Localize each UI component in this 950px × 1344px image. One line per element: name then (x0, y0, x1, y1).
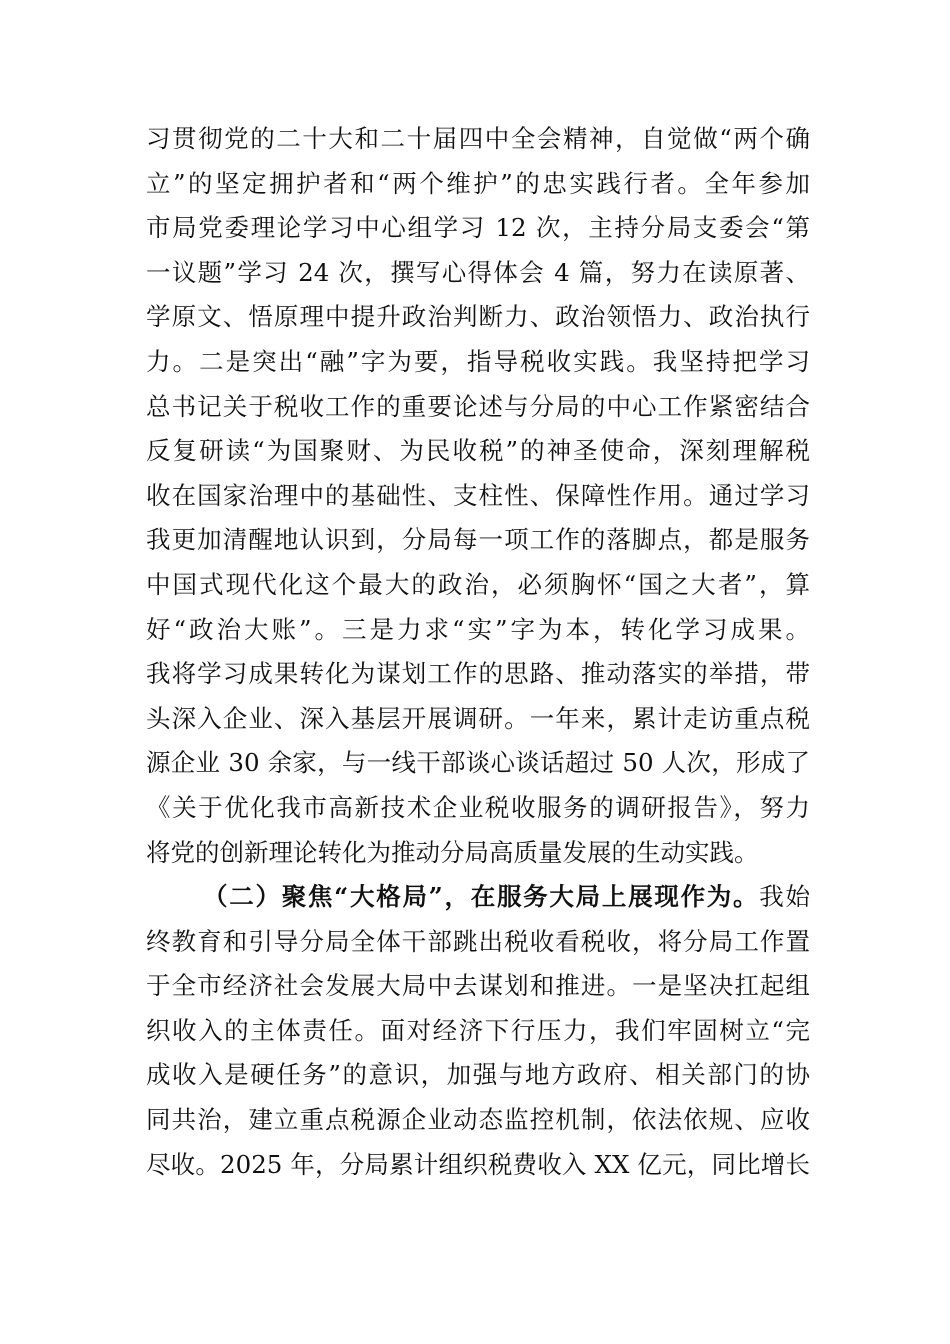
text-line: 同共治，建立重点税源企业动态监控机制，依法依规、应收 (146, 1105, 810, 1135)
text-line: 于全市经济社会发展大局中去谋划和推进。一是坚决扛起组 (146, 971, 810, 1001)
text-line: 源企业 30 余家，与一线干部谈心谈话超过 50 人次，形成了 (146, 748, 810, 778)
text-line: 反复研读“为国聚财、为民收税”的神圣使命，深刻理解税 (146, 436, 810, 466)
text-line: 《关于优化我市高新技术企业税收服务的调研报告》，努力 (146, 792, 810, 822)
text-line: 习贯彻党的二十大和二十届四中全会精神，自觉做“两个确 (146, 124, 810, 153)
section-heading-line (146, 875, 810, 920)
text-line: 收在国家治理中的基础性、支柱性、保障性作用。通过学习 (146, 480, 810, 510)
text-line: 成收入是硬任务”的意识，加强与地方政府、相关部门的协 (146, 1060, 810, 1090)
section-heading-continuation: 我始 (759, 882, 810, 912)
text-line: 终教育和引导分局全体干部跳出税收看税收，将分局工作置 (146, 926, 810, 956)
text-line: 学原文、悟原理中提升政治判断力、政治领悟力、政治执行 (146, 302, 810, 332)
text-line: 市局党委理论学习中心组学习 12 次，主持分局支委会“第 (146, 213, 810, 243)
text-line: 总书记关于税收工作的重要论述与分局的中心工作紧密结合 (146, 391, 810, 421)
text-line: 头深入企业、深入基层开展调研。一年来，累计走访重点税 (146, 703, 810, 733)
text-line: 我将学习成果转化为谋划工作的思路、推动落实的举措，带 (146, 659, 810, 689)
section-heading: （二）聚焦“大格局”，在服务大局上展现作为。 (203, 882, 760, 912)
text-line: 中国式现代化这个最大的政治，必须胸怀“国之大者”，算 (146, 569, 810, 599)
text-line: 我更加清醒地认识到，分局每一项工作的落脚点，都是服务 (146, 525, 810, 555)
text-line: 力。二是突出“融”字为要，指导税收实践。我坚持把学习 (146, 346, 810, 376)
text-line: 尽收。2025 年，分局累计组织税费收入 XX 亿元，同比增长 (146, 1149, 810, 1179)
text-line: 立”的坚定拥护者和“两个维护”的忠实践行者。全年参加 (146, 168, 810, 198)
text-line: 一议题”学习 24 次，撰写心得体会 4 篇，努力在读原著、 (146, 257, 810, 287)
body-text (146, 117, 810, 1187)
text-line: 将党的创新理论转化为推动分局高质量发展的生动实践。 (146, 837, 759, 867)
text-line: 好“政治大账”。三是力求“实”字为本，转化学习成果。 (146, 614, 810, 644)
text-line: 织收入的主体责任。面对经济下行压力，我们牢固树立“完 (146, 1015, 810, 1045)
